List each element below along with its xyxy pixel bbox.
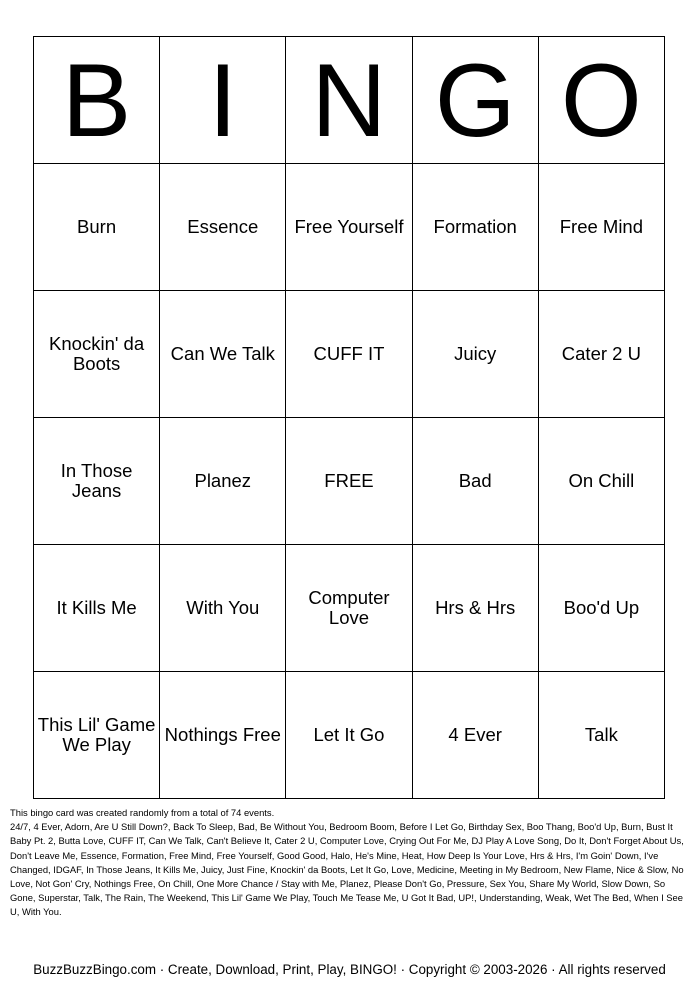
cell-text: On Chill [568, 469, 635, 491]
card-row [34, 418, 665, 545]
cell-text: Free Yourself [294, 215, 404, 237]
card-row [34, 545, 665, 672]
header-cell-n [286, 37, 412, 164]
cell-text: FREE [324, 469, 374, 491]
cell-text: Boo'd Up [563, 596, 640, 618]
card-cell [412, 291, 538, 418]
footer-text: BuzzBuzzBingo.com · Create, Download, Print, Play, BINGO! · Copyright © 2003-2026 · All rights reserved [33, 962, 666, 977]
header-letter: I [208, 43, 238, 159]
card-cell [34, 545, 160, 672]
card-cell [34, 418, 160, 545]
card-cell [538, 672, 664, 799]
header-letter: G [434, 43, 516, 159]
cell-text: Can We Talk [170, 342, 275, 364]
header-letter: O [560, 43, 642, 159]
card-cell [34, 164, 160, 291]
cell-text: With You [186, 596, 260, 618]
card-cell [412, 545, 538, 672]
card-cell [34, 291, 160, 418]
cell-text: Talk [584, 723, 618, 745]
cell-text: Juicy [454, 342, 497, 364]
card-cell [538, 418, 664, 545]
card-row [34, 672, 665, 799]
events-summary: This bingo card was created randomly from a total of 74 events. [10, 807, 275, 818]
card-cell [286, 164, 412, 291]
free-space-cell [286, 418, 412, 545]
header-cell-o [538, 37, 664, 164]
card-cell [412, 418, 538, 545]
cell-text: Computer Love [308, 586, 390, 628]
card-cell [538, 164, 664, 291]
card-cell [160, 545, 286, 672]
cell-text: Formation [433, 215, 517, 237]
card-cell [160, 164, 286, 291]
card-cell [538, 291, 664, 418]
header-cell-b [34, 37, 160, 164]
card-cell [286, 545, 412, 672]
cell-text: Let It Go [313, 723, 385, 745]
cell-text: Bad [458, 469, 492, 491]
cell-text: This Lil' Game We Play [37, 713, 156, 755]
cell-text: Planez [194, 469, 252, 491]
header-row [34, 37, 665, 164]
card-cell [160, 291, 286, 418]
header-cell-g [412, 37, 538, 164]
cell-text: In Those Jeans [60, 459, 133, 501]
cell-text: Free Mind [559, 215, 644, 237]
card-cell [412, 164, 538, 291]
cell-text: CUFF IT [313, 342, 385, 364]
card-cell [286, 291, 412, 418]
card-cell [160, 418, 286, 545]
cell-text: Cater 2 U [561, 342, 641, 364]
card-cell [412, 672, 538, 799]
card-cell [160, 672, 286, 799]
cell-text: Knockin' da Boots [49, 332, 145, 374]
card-row [34, 164, 665, 291]
cell-text: It Kills Me [56, 596, 137, 618]
card-row [34, 291, 665, 418]
cell-text: Hrs & Hrs [435, 596, 516, 618]
card-cell [286, 672, 412, 799]
bingo-card [33, 36, 665, 799]
header-letter: B [61, 43, 132, 159]
cell-text: 4 Ever [448, 723, 502, 745]
events-list: 24/7, 4 Ever, Adorn, Are U Still Down?, Back To Sleep, Bad, Be Without You, Bedroom Boom, Before I Let Go, Birthday Sex, Boo Thang, Boo'd Up, Burn, Bust It Baby Pt. 2, Butta Love, CUFF IT, Can We Talk, Can't Believe It, Cater 2 U, Computer Love, Crying Out For Me, DJ Play A Love Song, Do It, Don't Forget About Us, Don't Leave Me, Essence, Formation, Free Mind, Free Yourself, Good Good, Halo, He's Mine, Heat, How Deep Is Your Love, Hrs & Hrs, I'm Goin' Down, I've Changed, IDGAF, In Those Jeans, It Kills Me, Juicy, Just Fine, Knockin' da Boots, Let It Go, Love, Medicine, Meeting in My Bedroom, New Flame, Nice & Slow, No Love, Not Gon' Cry, Nothings Free, On Chill, One More Chance / Stay with Me, Planez, Please Don't Go, Pressure, Sex You, Share My World, Slow Down, So Gone, Superstar, Talk, The Rain, The Weekend, This Lil' Game We Play, Touch Me Tease Me, U Got It Bad, UP!, Understanding, Weak, Wet The Bed, When I See U, With You. [10, 821, 684, 918]
card-cell [34, 672, 160, 799]
cell-text: Burn [77, 215, 117, 237]
cell-text: Nothings Free [164, 723, 281, 745]
header-cell-i [160, 37, 286, 164]
header-letter: N [311, 43, 387, 159]
events-info [10, 806, 690, 920]
card-cell [538, 545, 664, 672]
cell-text: Essence [187, 215, 259, 237]
